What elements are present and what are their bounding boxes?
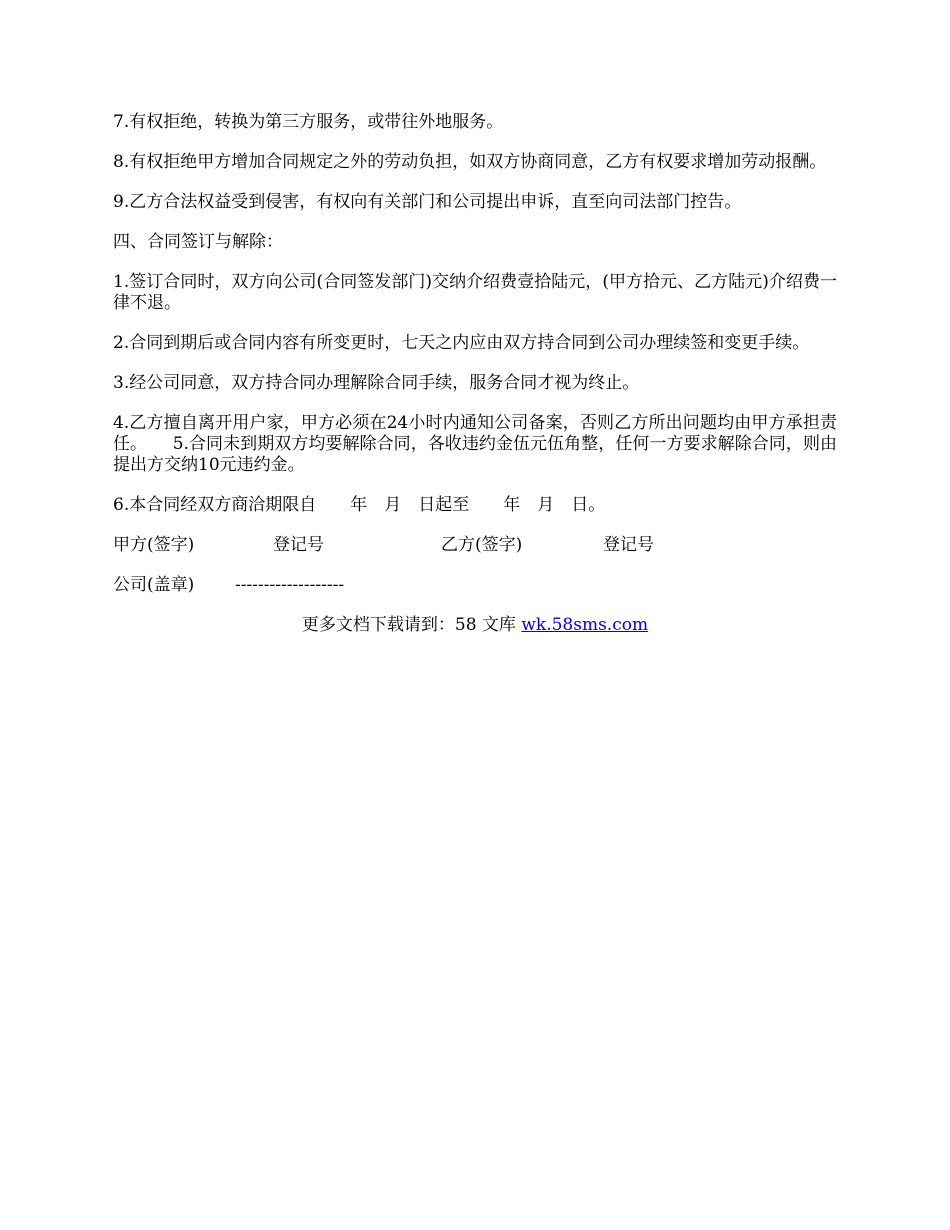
- paragraph-signing-6: 6.本合同经双方商洽期限自 年 月 日起至 年 月 日。: [113, 495, 606, 515]
- paragraph-9: 9.乙方合法权益受到侵害，有权向有关部门和公司提出申诉，直至向司法部门控告。: [113, 192, 742, 212]
- section-heading-contract-signing: 四、合同签订与解除：: [113, 232, 283, 252]
- paragraph-signing-1: 1.签订合同时，双方向公司(合同签发部门)交纳介绍费壹拾陆元，(甲方拾元、乙方陆元)介绍费一律不退。: [113, 272, 837, 313]
- footer-text: 更多文档下载请到：58 文库: [301, 615, 522, 635]
- paragraph-signing-4-5: 4.乙方擅自离开用户家，甲方必须在24小时内通知公司备案，否则乙方所出问题均由甲方承担责任。 5.合同未到期双方均要解除合同，各收违约金伍元伍角整，任何一方要求解除合同，则由提出方交纳10元违约金。: [113, 413, 837, 475]
- party-a-registration-label: 登记号: [273, 535, 324, 555]
- paragraph-7: 7.有权拒绝，转换为第三方服务，或带往外地服务。: [113, 112, 504, 132]
- paragraph-signing-2: 2.合同到期后或合同内容有所变更时，七天之内应由双方持合同到公司办理续签和变更手续。: [113, 333, 810, 353]
- signature-row: [113, 535, 837, 556]
- party-b-registration-label: 登记号: [603, 535, 654, 555]
- company-seal-row: [113, 575, 837, 596]
- party-b-signature-label: 乙方(签字): [441, 535, 523, 555]
- paragraph-8: 8.有权拒绝甲方增加合同规定之外的劳动负担，如双方协商同意，乙方有权要求增加劳动报酬。: [113, 152, 827, 172]
- footer-download-note: [113, 615, 837, 636]
- company-seal-line: -------------------: [235, 575, 345, 595]
- company-seal-label: 公司(盖章): [113, 575, 195, 595]
- party-a-signature-label: 甲方(签字): [113, 535, 195, 555]
- paragraph-signing-3: 3.经公司同意，双方持合同办理解除合同手续，服务合同才视为终止。: [113, 373, 640, 393]
- footer-link[interactable]: wk.58sms.com: [521, 615, 649, 635]
- document-body: [113, 112, 837, 636]
